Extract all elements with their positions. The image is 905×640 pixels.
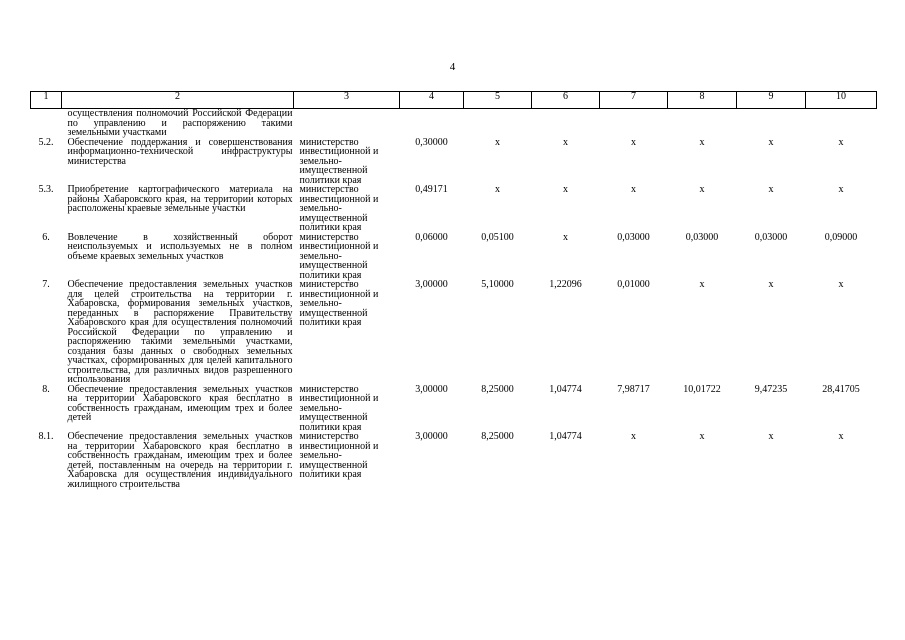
row-number: 5.3. bbox=[38, 184, 54, 195]
value-cell: 0,05100 bbox=[481, 231, 514, 243]
executor: министерство инвестиционной и земельно-имущественной политики края bbox=[299, 184, 379, 233]
value-cell: х bbox=[495, 184, 500, 195]
column-header: 7 bbox=[600, 92, 668, 109]
value-cell: х bbox=[563, 136, 568, 148]
value-cell: х bbox=[631, 431, 636, 442]
value-cell: 0,49171 bbox=[415, 184, 448, 195]
column-header: 5 bbox=[464, 92, 532, 109]
column-header: 6 bbox=[532, 92, 600, 109]
value-cell: 0,06000 bbox=[415, 231, 448, 243]
executor: министерство инвестиционной и земельно-имущественной политики края bbox=[299, 279, 379, 328]
column-header: 4 bbox=[400, 92, 464, 109]
measure-description: Обеспечение предоставления земельных участков на территории Хабаровского края бесплатно в собственность гражданам, имеющим трех и более детей, поставленным на очередь на территории г. Хабаровска для осуществления индивидуального жилищного строительства bbox=[67, 431, 293, 490]
executor: министерство инвестиционной и земельно-имущественной политики края bbox=[299, 431, 379, 480]
value-cell: 0,30000 bbox=[415, 136, 448, 148]
value-cell: 28,41705 bbox=[822, 383, 860, 395]
value-cell: 0,03000 bbox=[685, 231, 719, 243]
header-row bbox=[31, 92, 877, 109]
value-cell: 3,00000 bbox=[415, 383, 448, 395]
executor: министерство инвестиционной и земельно-имущественной политики края bbox=[299, 231, 379, 281]
program-table bbox=[30, 91, 877, 489]
row-number: 8.1. bbox=[38, 431, 54, 442]
value-cell: 1,04774 bbox=[549, 431, 582, 442]
value-cell: 3,00000 bbox=[415, 431, 448, 442]
measure-description: Обеспечение поддержания и совершенствования информационно-технической инфраструктуры министерства bbox=[67, 136, 293, 167]
value-cell: 0,03000 bbox=[617, 231, 650, 243]
column-header: 2 bbox=[62, 92, 294, 109]
value-cell: х bbox=[699, 279, 705, 290]
value-cell: х bbox=[699, 136, 705, 148]
executor: министерство инвестиционной и земельно-имущественной политики края bbox=[299, 383, 379, 433]
table-row bbox=[31, 233, 877, 281]
value-cell: 10,01722 bbox=[683, 383, 721, 395]
value-cell: х bbox=[838, 431, 844, 442]
value-cell: х bbox=[768, 184, 774, 195]
continuation-row bbox=[31, 109, 877, 138]
column-header: 3 bbox=[294, 92, 400, 109]
value-cell: х bbox=[563, 231, 568, 243]
table-row bbox=[31, 280, 877, 385]
value-cell: х bbox=[699, 431, 705, 442]
column-header: 8 bbox=[668, 92, 737, 109]
table-row bbox=[31, 138, 877, 186]
row-number: 8. bbox=[42, 383, 50, 395]
value-cell: 0,09000 bbox=[824, 231, 858, 243]
value-cell: х bbox=[838, 184, 844, 195]
value-cell: 7,98717 bbox=[617, 383, 650, 395]
value-cell: 0,01000 bbox=[617, 279, 650, 290]
value-cell: 0,03000 bbox=[754, 231, 788, 243]
value-cell: х bbox=[563, 184, 568, 195]
measure-description: Вовлечение в хозяйственный оборот неиспользуемых и используемых не в полном объеме краевых земельных участков bbox=[67, 231, 293, 262]
row-number: 5.2. bbox=[38, 136, 54, 148]
measure-description: Обеспечение предоставления земельных участков для целей строительства на территории г. Хабаровска, формирования земельных участков, переданных в распоряжение Правительству Хабаровского края для осуществления полномочий Российской Федерации по управлению и распоряжению такими земельными участками, создания базы данных о свободных земельных участках, сформированных для целей капитального строительства, для различных видов разрешенного использования bbox=[67, 279, 293, 385]
measure-description: Обеспечение предоставления земельных участков на территории Хабаровского края бесплатно в собственность гражданам, имеющим трех и более детей bbox=[67, 383, 293, 423]
value-cell: х bbox=[495, 136, 500, 148]
value-cell: 8,25000 bbox=[481, 383, 514, 395]
value-cell: х bbox=[631, 184, 636, 195]
executor: министерство инвестиционной и земельно-имущественной политики края bbox=[299, 136, 379, 186]
value-cell: 5,10000 bbox=[481, 279, 514, 290]
value-cell: х bbox=[631, 136, 636, 148]
value-cell: х bbox=[768, 136, 774, 148]
value-cell: 1,04774 bbox=[549, 383, 582, 395]
column-header: 10 bbox=[806, 92, 877, 109]
table-row bbox=[31, 432, 877, 489]
value-cell: х bbox=[768, 279, 774, 290]
row-number: 6. bbox=[42, 231, 50, 243]
measure-description: осуществления полномочий Российской Федерации по управлению и распоряжению такими земельными участками bbox=[67, 108, 293, 138]
value-cell: х bbox=[699, 184, 705, 195]
column-header: 1 bbox=[31, 92, 62, 109]
value-cell: 3,00000 bbox=[415, 279, 448, 290]
value-cell: х bbox=[768, 431, 774, 442]
value-cell: 9,47235 bbox=[754, 383, 788, 395]
table-row bbox=[31, 385, 877, 433]
value-cell: х bbox=[838, 136, 844, 148]
value-cell: 1,22096 bbox=[549, 279, 582, 290]
value-cell: х bbox=[838, 279, 844, 290]
column-header: 9 bbox=[737, 92, 806, 109]
page-number: 4 bbox=[449, 61, 456, 73]
row-number: 7. bbox=[42, 279, 50, 290]
value-cell: 8,25000 bbox=[481, 431, 514, 442]
table-row bbox=[31, 185, 877, 233]
measure-description: Приобретение картографического материала на районы Хабаровского края, на территории которых расположены краевые земельные участки bbox=[67, 184, 293, 214]
